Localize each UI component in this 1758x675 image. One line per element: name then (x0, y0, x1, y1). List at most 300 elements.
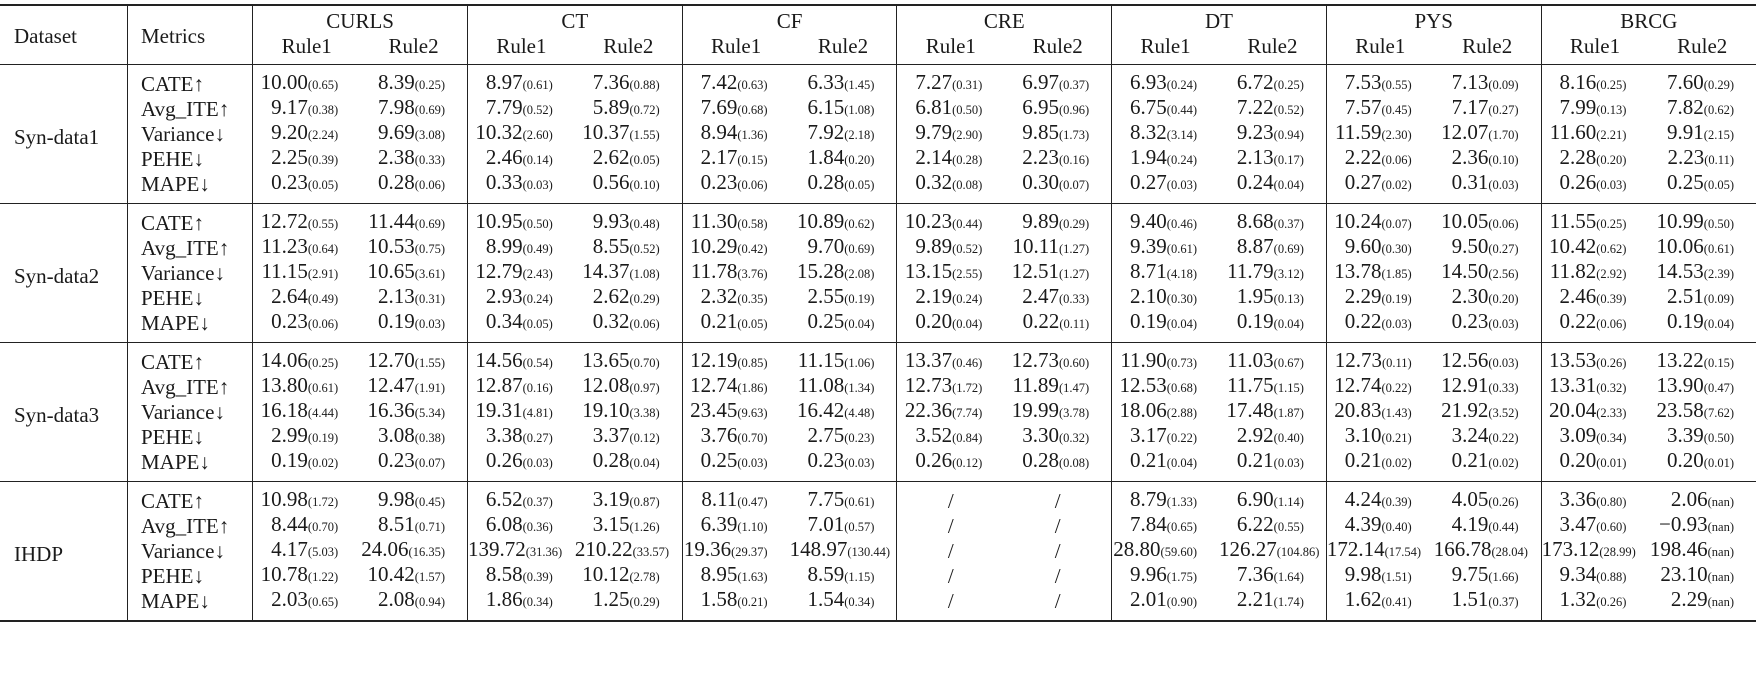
std-value: (1.51) (1381, 570, 1412, 585)
mean-value: / (947, 563, 954, 588)
mean-value: 14.06 (260, 348, 308, 373)
std-value: (0.37) (1273, 217, 1304, 232)
mean-value: 8.97 (485, 70, 523, 95)
std-value: (0.88) (1596, 570, 1627, 585)
std-value: (0.38) (414, 431, 445, 446)
rule-header: Rule2 (360, 34, 467, 65)
std-value: (1.27) (1058, 267, 1090, 282)
std-value: (0.37) (1488, 595, 1519, 610)
mean-value: 1.32 (1559, 587, 1597, 612)
mean-value: 9.96 (1130, 562, 1167, 587)
mean-value: 11.03 (1227, 348, 1274, 373)
mean-value: 2.08 (378, 587, 415, 612)
mean-value: 7.13 (1451, 70, 1489, 95)
mean-value: 2.21 (1236, 587, 1274, 612)
value-cell (467, 122, 574, 147)
value-cell (1326, 375, 1433, 400)
value-cell (1434, 450, 1541, 482)
mean-value: 6.90 (1236, 487, 1274, 512)
value-cell (467, 564, 574, 589)
std-value: (0.06) (1596, 317, 1627, 332)
value-cell (1541, 375, 1648, 400)
mean-value: / (1054, 488, 1061, 513)
std-value: (2.88) (1166, 406, 1197, 421)
mean-value: / (947, 513, 954, 538)
std-value: (0.21) (1381, 431, 1412, 446)
std-value: (0.13) (1273, 292, 1304, 307)
std-value: (104.86) (1276, 545, 1320, 560)
value-cell (1648, 400, 1756, 425)
value-cell (1326, 564, 1433, 589)
mean-value: 2.17 (700, 145, 738, 170)
std-value: (0.04) (1273, 178, 1304, 193)
metric-label: MAPE↓ (128, 311, 253, 343)
value-cell (1326, 204, 1433, 237)
mean-value: 12.70 (367, 348, 415, 373)
mean-value: 0.19 (1236, 309, 1274, 334)
mean-value: 0.23 (700, 170, 738, 195)
mean-value: 0.19 (378, 309, 415, 334)
mean-value: 2.47 (1022, 284, 1059, 309)
std-value: (2.15) (1703, 128, 1734, 143)
value-cell (575, 564, 682, 589)
mean-value: 12.73 (1011, 348, 1059, 373)
value-cell (1219, 286, 1326, 311)
mean-value: 1.25 (592, 587, 630, 612)
mean-value: 0.34 (485, 309, 523, 334)
value-cell (1648, 564, 1756, 589)
value-cell (1434, 514, 1541, 539)
mean-value: 0.32 (915, 170, 953, 195)
std-value: (0.39) (522, 570, 553, 585)
std-value: (0.45) (414, 495, 445, 510)
mean-value: 6.08 (485, 512, 523, 537)
std-value: (0.11) (1059, 317, 1090, 332)
std-value: (1.08) (844, 103, 875, 118)
std-value: (0.25) (307, 356, 339, 371)
std-value: (0.63) (737, 78, 768, 93)
std-value: (0.24) (952, 292, 983, 307)
value-cell (1648, 589, 1756, 621)
mean-value: 0.21 (1236, 448, 1274, 473)
mean-value: 2.01 (1130, 587, 1167, 612)
mean-value: 19.31 (475, 398, 523, 423)
mean-value: 12.53 (1119, 373, 1167, 398)
metric-label: Variance↓ (128, 261, 253, 286)
std-value: (0.05) (307, 178, 339, 193)
mean-value: 2.03 (271, 587, 308, 612)
std-value: (0.15) (1703, 356, 1734, 371)
mean-value: 0.19 (1667, 309, 1704, 334)
mean-value: 2.36 (1451, 145, 1489, 170)
value-cell (1004, 400, 1111, 425)
value-cell (253, 261, 360, 286)
mean-value: 20.04 (1548, 398, 1597, 423)
value-cell (1648, 204, 1756, 237)
mean-value: 2.14 (915, 145, 953, 170)
std-value: (0.32) (1596, 381, 1627, 396)
mean-value: 12.07 (1441, 120, 1489, 145)
value-cell (897, 589, 1004, 621)
value-cell (1648, 514, 1756, 539)
std-value: (0.35) (737, 292, 768, 307)
mean-value: 11.89 (1012, 373, 1059, 398)
value-cell (790, 482, 897, 515)
std-value: (0.65) (1166, 520, 1197, 535)
std-value: (0.03) (1273, 456, 1304, 471)
value-cell (1648, 122, 1756, 147)
std-value: (0.68) (1166, 381, 1197, 396)
std-value: (1.63) (737, 570, 768, 585)
std-value: (1.15) (1273, 381, 1304, 396)
mean-value: 0.23 (271, 170, 308, 195)
std-value: (16.35) (408, 545, 445, 560)
std-value: (7.74) (952, 406, 983, 421)
std-value: (0.97) (629, 381, 660, 396)
table-row (0, 425, 1756, 450)
mean-value: 4.19 (1451, 512, 1489, 537)
value-cell (575, 172, 682, 204)
value-cell (897, 172, 1004, 204)
std-value: (33.57) (632, 545, 670, 560)
mean-value: 8.32 (1130, 120, 1167, 145)
value-cell (360, 400, 467, 425)
value-cell (790, 122, 897, 147)
value-cell (1434, 286, 1541, 311)
mean-value: 8.58 (485, 562, 523, 587)
value-cell (1434, 204, 1541, 237)
mean-value: 20.83 (1334, 398, 1382, 423)
metric-label: CATE↑ (128, 65, 253, 98)
value-cell (1541, 236, 1648, 261)
std-value: (0.61) (1166, 242, 1197, 257)
mean-value: 7.69 (700, 95, 738, 120)
value-cell (1434, 172, 1541, 204)
mean-value: 12.74 (690, 373, 738, 398)
value-cell (360, 204, 467, 237)
value-cell (1541, 97, 1648, 122)
value-cell (897, 236, 1004, 261)
value-cell (575, 97, 682, 122)
mean-value: 23.45 (690, 398, 738, 423)
value-cell (897, 286, 1004, 311)
std-value: (0.17) (1273, 153, 1304, 168)
mean-value: 2.23 (1667, 145, 1705, 170)
mean-value: 198.46 (1649, 537, 1708, 562)
mean-value: 7.98 (378, 95, 415, 120)
std-value: (0.27) (1488, 103, 1519, 118)
value-cell (1648, 236, 1756, 261)
value-cell (1648, 343, 1756, 376)
value-cell (897, 400, 1004, 425)
value-cell (1541, 65, 1648, 98)
std-value: (0.75) (414, 242, 445, 257)
std-value: (0.55) (1381, 78, 1412, 93)
std-value: (1.36) (737, 128, 768, 143)
value-cell (467, 514, 574, 539)
std-value: (0.73) (1166, 356, 1197, 371)
mean-value: 13.53 (1548, 348, 1597, 373)
std-value: (9.63) (737, 406, 768, 421)
std-value: (29.37) (731, 545, 768, 560)
mean-value: 7.60 (1667, 70, 1704, 95)
mean-value: 10.00 (260, 70, 308, 95)
mean-value: 3.38 (485, 423, 523, 448)
mean-value: 8.71 (1130, 259, 1167, 284)
mean-value: 12.19 (690, 348, 738, 373)
std-value: (0.44) (1488, 520, 1519, 535)
metric-label: Avg_ITE↑ (128, 375, 253, 400)
mean-value: 2.92 (1236, 423, 1274, 448)
std-value: (0.34) (522, 595, 553, 610)
mean-value: 6.22 (1236, 512, 1274, 537)
mean-value: 12.47 (367, 373, 415, 398)
mean-value: 10.37 (582, 120, 630, 145)
value-cell (682, 564, 789, 589)
value-cell (253, 65, 360, 98)
value-cell (682, 450, 789, 482)
mean-value: 0.24 (1236, 170, 1274, 195)
mean-value: 7.22 (1236, 95, 1274, 120)
std-value: (0.03) (522, 456, 553, 471)
value-cell (897, 539, 1004, 564)
value-cell (1219, 539, 1326, 564)
std-value: (0.02) (1381, 456, 1412, 471)
std-value: (0.06) (629, 317, 660, 332)
value-cell (790, 425, 897, 450)
value-cell (575, 122, 682, 147)
dataset-label: Syn-data2 (0, 204, 128, 343)
mean-value: 10.98 (260, 487, 308, 512)
std-value: (0.69) (414, 103, 445, 118)
value-cell (790, 236, 897, 261)
mean-value: 12.08 (582, 373, 630, 398)
std-value: (0.39) (1381, 495, 1412, 510)
value-cell (467, 172, 574, 204)
value-cell (1004, 564, 1111, 589)
value-cell (360, 236, 467, 261)
mean-value: 2.13 (1236, 145, 1274, 170)
mean-value: 7.82 (1667, 95, 1704, 120)
table-row (0, 97, 1756, 122)
mean-value: 10.11 (1012, 234, 1059, 259)
value-cell (1112, 261, 1219, 286)
value-cell (1219, 122, 1326, 147)
std-value: (0.06) (1488, 217, 1519, 232)
std-value: (0.07) (1381, 217, 1412, 232)
table-row (0, 286, 1756, 311)
std-value: (0.22) (1381, 381, 1412, 396)
mean-value: 0.28 (378, 170, 415, 195)
mean-value: 1.84 (807, 145, 845, 170)
mean-value: 2.99 (271, 423, 308, 448)
std-value: (0.94) (414, 595, 445, 610)
std-value: (1.47) (1058, 381, 1090, 396)
value-cell (790, 172, 897, 204)
table-row (0, 122, 1756, 147)
std-value: (0.62) (1596, 242, 1627, 257)
value-cell (360, 564, 467, 589)
rule-header: Rule2 (1648, 34, 1756, 65)
mean-value: 0.21 (1130, 448, 1167, 473)
mean-value: 6.93 (1130, 70, 1167, 95)
std-value: (0.04) (952, 317, 983, 332)
mean-value: 13.90 (1656, 373, 1704, 398)
std-value: (3.52) (1488, 406, 1519, 421)
mean-value: 23.58 (1656, 398, 1704, 423)
mean-value: 9.20 (271, 120, 308, 145)
value-cell (575, 147, 682, 172)
table-row (0, 204, 1756, 237)
std-value: (1.91) (414, 381, 445, 396)
mean-value: 3.17 (1130, 423, 1167, 448)
mean-value: 0.32 (592, 309, 630, 334)
mean-value: 12.72 (260, 209, 308, 234)
mean-value: 2.55 (807, 284, 845, 309)
std-value: (0.22) (1166, 431, 1197, 446)
value-cell (575, 400, 682, 425)
std-value: (0.40) (1273, 431, 1304, 446)
std-value: (0.69) (414, 217, 445, 232)
value-cell (575, 482, 682, 515)
mean-value: 9.85 (1022, 120, 1059, 145)
mean-value: 14.53 (1656, 259, 1704, 284)
mean-value: 2.62 (592, 145, 630, 170)
value-cell (1541, 425, 1648, 450)
value-cell (575, 311, 682, 343)
mean-value: 11.23 (261, 234, 308, 259)
std-value: (1.45) (844, 78, 875, 93)
std-value: (0.01) (1596, 456, 1627, 471)
std-value: (0.55) (307, 217, 339, 232)
std-value: (2.92) (1596, 267, 1627, 282)
value-cell (1112, 589, 1219, 621)
mean-value: 4.39 (1344, 512, 1382, 537)
value-cell (1004, 311, 1111, 343)
mean-value: 7.42 (700, 70, 738, 95)
std-value: (0.52) (952, 242, 983, 257)
value-cell (253, 400, 360, 425)
std-value: (1.72) (952, 381, 983, 396)
std-value: (0.30) (1381, 242, 1412, 257)
method-header: DT (1112, 5, 1327, 34)
mean-value: 6.15 (807, 95, 845, 120)
value-cell (1004, 514, 1111, 539)
mean-value: 9.39 (1130, 234, 1167, 259)
std-value: (0.08) (1058, 456, 1090, 471)
value-cell (1434, 236, 1541, 261)
metric-label: Avg_ITE↑ (128, 97, 253, 122)
std-value: (4.44) (307, 406, 339, 421)
mean-value: 3.15 (592, 512, 630, 537)
value-cell (1326, 147, 1433, 172)
value-cell (1326, 236, 1433, 261)
value-cell (1219, 482, 1326, 515)
value-cell (790, 147, 897, 172)
std-value: (0.26) (1596, 356, 1627, 371)
mean-value: 9.40 (1130, 209, 1167, 234)
std-value: (4.18) (1166, 267, 1197, 282)
std-value: (1.72) (307, 495, 339, 510)
metric-label: Variance↓ (128, 539, 253, 564)
std-value: (1.55) (629, 128, 660, 143)
table-row (0, 589, 1756, 621)
mean-value: 7.53 (1344, 70, 1382, 95)
value-cell (1648, 286, 1756, 311)
mean-value: 0.21 (1451, 448, 1489, 473)
value-cell (467, 400, 574, 425)
value-cell (467, 450, 574, 482)
std-value: (0.29) (1058, 217, 1090, 232)
mean-value: 10.42 (1548, 234, 1597, 259)
mean-value: 0.20 (1559, 448, 1597, 473)
value-cell (467, 539, 574, 564)
std-value: (0.34) (844, 595, 875, 610)
value-cell (790, 204, 897, 237)
value-cell (360, 589, 467, 621)
mean-value: 10.06 (1656, 234, 1704, 259)
value-cell (1648, 311, 1756, 343)
std-value: (0.80) (1596, 495, 1627, 510)
mean-value: 0.31 (1451, 170, 1489, 195)
value-cell (575, 204, 682, 237)
value-cell (1434, 400, 1541, 425)
value-cell (1004, 204, 1111, 237)
value-cell (1004, 286, 1111, 311)
mean-value: 1.54 (807, 587, 845, 612)
value-cell (360, 514, 467, 539)
value-cell (1219, 400, 1326, 425)
value-cell (897, 204, 1004, 237)
std-value: (0.25) (1273, 78, 1304, 93)
std-value: (0.05) (844, 178, 875, 193)
value-cell (1219, 514, 1326, 539)
mean-value: 16.18 (260, 398, 308, 423)
method-header: PYS (1326, 5, 1541, 34)
std-value: (0.34) (1596, 431, 1627, 446)
value-cell (1326, 589, 1433, 621)
value-cell (790, 311, 897, 343)
std-value: (0.16) (1058, 153, 1090, 168)
mean-value: 7.75 (807, 487, 845, 512)
mean-value: 28.80 (1113, 537, 1161, 562)
std-value: (0.39) (1596, 292, 1627, 307)
std-value: (0.19) (1381, 292, 1412, 307)
results-table (0, 4, 1756, 622)
std-value: (0.47) (737, 495, 768, 510)
method-header: CRE (897, 5, 1112, 34)
mean-value: 3.10 (1344, 423, 1382, 448)
mean-value: 3.08 (378, 423, 415, 448)
std-value: (0.87) (629, 495, 660, 510)
value-cell (1219, 564, 1326, 589)
value-cell (897, 343, 1004, 376)
value-cell (682, 286, 789, 311)
value-cell (253, 147, 360, 172)
value-cell (1219, 589, 1326, 621)
value-cell (467, 65, 574, 98)
mean-value: 0.19 (1130, 309, 1167, 334)
std-value: (3.38) (629, 406, 660, 421)
value-cell (1112, 450, 1219, 482)
value-cell (467, 343, 574, 376)
std-value: (0.24) (1166, 153, 1197, 168)
mean-value: 0.22 (1559, 309, 1597, 334)
std-value: (0.44) (1166, 103, 1197, 118)
value-cell (1648, 450, 1756, 482)
mean-value: / (1054, 513, 1061, 538)
value-cell (253, 514, 360, 539)
